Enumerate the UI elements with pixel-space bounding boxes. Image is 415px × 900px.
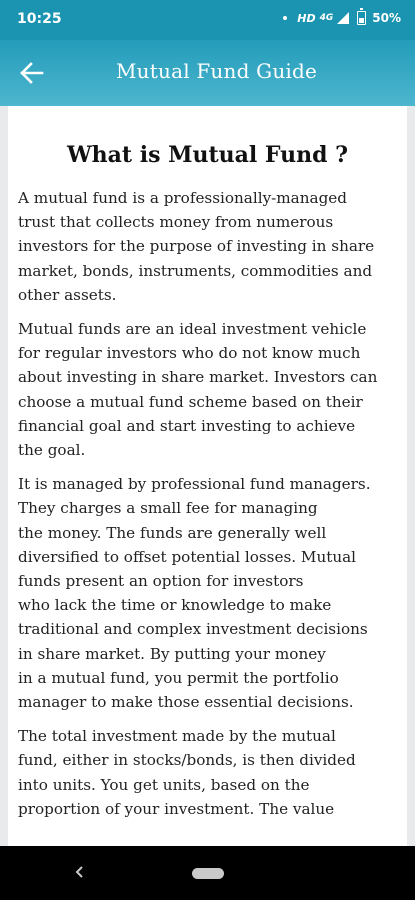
- notification-dot-icon: [283, 16, 287, 20]
- network-type: 4G: [319, 13, 334, 23]
- article-card: [8, 106, 407, 846]
- app-title: Mutual Fund Guide: [116, 59, 318, 83]
- system-nav-bar: [0, 846, 415, 900]
- article-paragraph: It is managed by professional fund managers. They charges a small fee for managing the money. The funds are generally well diversified to offset potential losses. Mutual funds present an option for investors who lack the time or knowledge to make traditional and complex investment decisions in share market. By putting your money in a mutual fund, you permit the portfolio manager to make those essential decisions.: [18, 475, 371, 712]
- app-bar: [0, 40, 415, 106]
- article-heading: What is Mutual Fund ?: [66, 142, 349, 168]
- nav-home-pill-icon[interactable]: [192, 868, 224, 879]
- article-paragraph: Mutual funds are an ideal investment vehicle for regular investors who do not know much about investing in share market. Investors can choose a mutual fund scheme based on their financial goal and start investing to achieve the goal.: [18, 320, 378, 460]
- signal-icon: [337, 12, 349, 24]
- battery-icon: [357, 11, 366, 25]
- article-paragraph: The total investment made by the mutual fund, either in stocks/bonds, is then divided into units. You get units, based on the proportion of your investment. The value: [18, 727, 356, 818]
- battery-percent: 50%: [372, 11, 401, 25]
- status-bar: [0, 0, 415, 40]
- nav-back-icon[interactable]: [72, 864, 88, 880]
- back-arrow-icon[interactable]: [18, 60, 46, 86]
- status-time: 10:25: [17, 11, 62, 27]
- hd-indicator: HD: [297, 11, 316, 25]
- article-paragraph: A mutual fund is a professionally-managed trust that collects money from numerous investors for the purpose of investing in share market, bonds, instruments, commodities and other assets.: [18, 189, 375, 304]
- article-body: [18, 186, 402, 821]
- status-icons: [283, 11, 401, 25]
